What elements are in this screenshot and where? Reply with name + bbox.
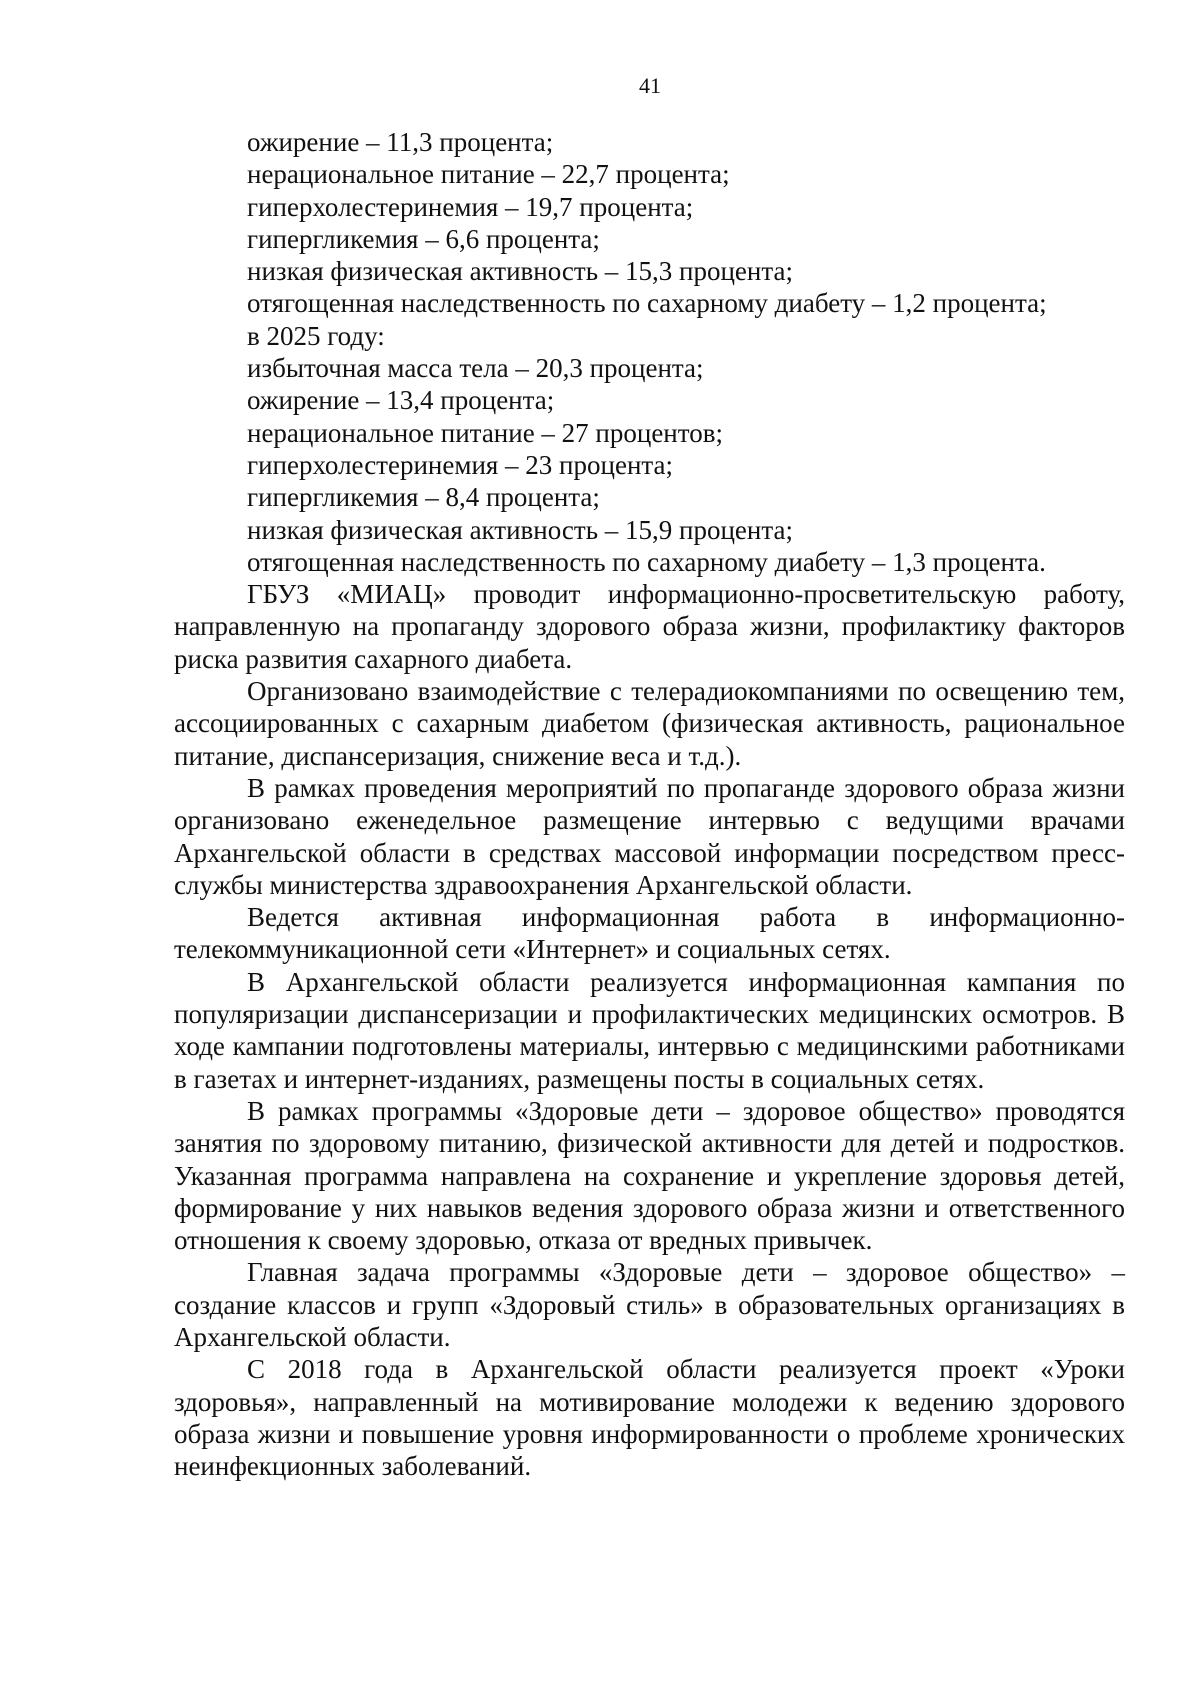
- paragraph-tv-radio: Организовано взаимодействие с телерадиокомпаниями по освещению тем, ассоциированных с сахарным диабетом (физическая активность, рациональное питание, диспансеризация, снижение веса и т.д.).: [174, 676, 1125, 771]
- list-item-overweight-2025: избыточная масса тела – 20,3 процента;: [247, 353, 704, 384]
- list-item-irrational-nutrition-2025: нерациональное питание – 27 процентов;: [247, 417, 723, 448]
- list-item-low-activity-2025: низкая физическая активность – 15,9 процента;: [247, 514, 793, 545]
- paragraph-program-goal: Главная задача программы «Здоровые дети – здоровое общество» – создание классов и групп «Здоровый стиль» в образовательных организациях в Архангельской области.: [174, 1257, 1125, 1352]
- list-item-low-activity-2024: низкая физическая активность – 15,3 процента;: [247, 256, 793, 287]
- list-item-hyperglycemia-2024: гипергликемия – 6,6 процента;: [247, 223, 600, 254]
- paragraph-health-lessons: С 2018 года в Архангельской области реализуется проект «Уроки здоровья», направленный на мотивирование молодежи к ведению здорового образа жизни и повышение уровня информированности о проблеме хронических неинфекционных заболеваний.: [174, 1354, 1125, 1482]
- list-item-hypercholesterolemia-2025: гиперхолестеринемия – 23 процента;: [247, 449, 674, 480]
- paragraph-interviews: В рамках проведения мероприятий по пропаганде здорового образа жизни организовано еженедельное размещение интервью с ведущими врачами Архангельской области в средствах массовой информации посредством пресс-службы министерства здравоохранения Архангельской области.: [174, 772, 1125, 900]
- paragraph-healthy-children-program: В рамках программы «Здоровые дети – здоровое общество» проводятся занятия по здоровому питанию, физической активности для детей и подростков. Указанная программа направлена на сохранение и укрепление здоровья детей, формирование у них навыков ведения здорового образа жизни и ответственного отношения к своему здоровью, отказа от вредных привычек.: [174, 1095, 1125, 1256]
- paragraph-internet: Ведется активная информационная работа в информационно-телекоммуникационной сети «Интернет» и социальных сетях.: [174, 902, 1125, 965]
- paragraph-campaign: В Архангельской области реализуется информационная кампания по популяризации диспансеризации и профилактических медицинских осмотров. В ходе кампании подготовлены материалы, интервью с медицинскими работниками в газетах и интернет-изданиях, размещены посты в социальных сетях.: [174, 966, 1125, 1094]
- list-item-obesity-2024: ожирение – 11,3 процента;: [247, 127, 554, 157]
- page-number: 41: [639, 73, 661, 98]
- list-item-heredity-2024: отягощенная наследственность по сахарному диабету – 1,2 процента;: [247, 288, 1047, 319]
- list-item-irrational-nutrition-2024: нерациональное питание – 22,7 процента;: [247, 159, 730, 190]
- list-heading-2025: в 2025 году:: [247, 320, 385, 351]
- list-item-hyperglycemia-2025: гипергликемия – 8,4 процента;: [247, 482, 600, 513]
- list-item-hypercholesterolemia-2024: гиперхолестеринемия – 19,7 процента;: [247, 191, 694, 222]
- list-item-obesity-2025: ожирение – 13,4 процента;: [247, 385, 555, 416]
- list-item-heredity-2025: отягощенная наследственность по сахарному диабету – 1,3 процента.: [247, 546, 1046, 577]
- paragraph-miac-work: ГБУЗ «МИАЦ» проводит информационно-просветительскую работу, направленную на пропаганду здорового образа жизни, профилактику факторов риска развития сахарного диабета.: [174, 579, 1125, 674]
- document-body: [174, 126, 1125, 1482]
